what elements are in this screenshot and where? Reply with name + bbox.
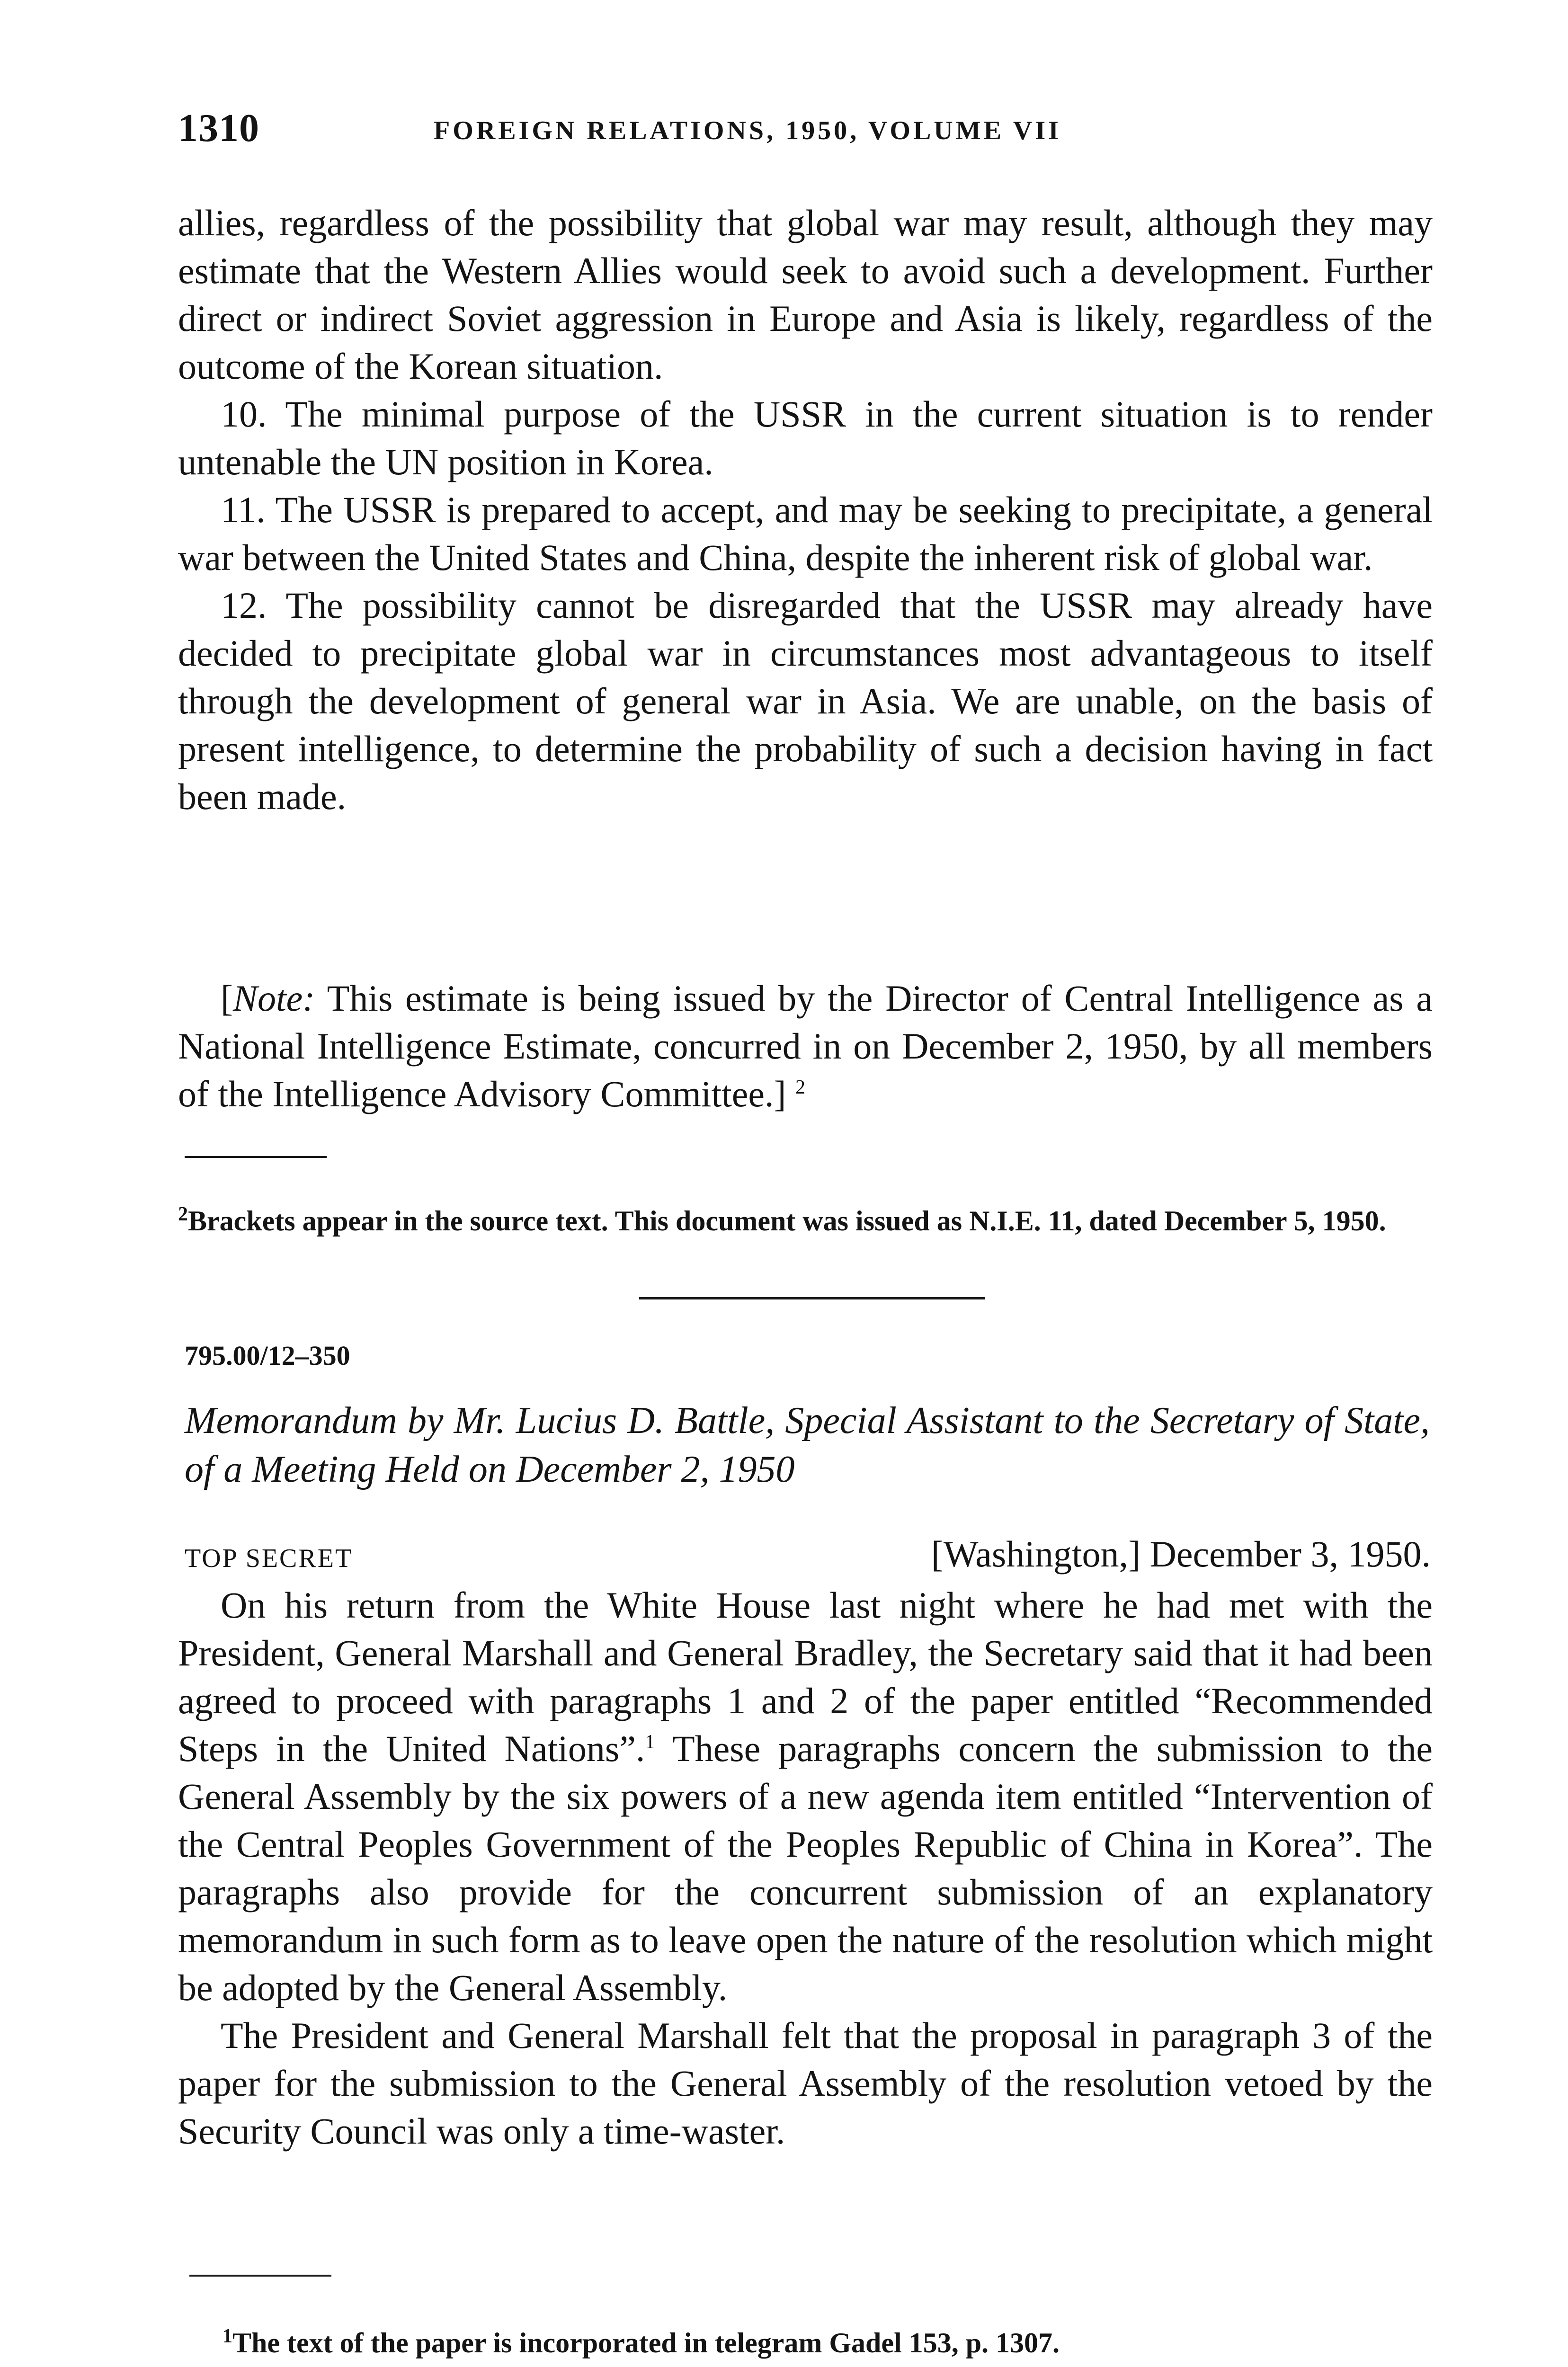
section-divider bbox=[639, 1297, 985, 1299]
paragraph-11: 11. The USSR is prepared to accept, and may be seeking to precipitate, a general war between the United States and China, despite the inherent risk of global war. bbox=[178, 489, 1433, 578]
paragraph-12: 12. The possibility cannot be disregarded that the USSR may already have decided to precipitate global war in circumstances most advantageous to itself through the development of general war in Asia. We are unable, on the basis of present intelligence, to determine the probability of such a decision having in fact been made. bbox=[178, 585, 1433, 817]
continued-estimate-text bbox=[178, 199, 1433, 820]
footnote-2-marker: 1 bbox=[223, 2325, 232, 2347]
footnote-rule-2 bbox=[189, 2275, 331, 2277]
memo-paragraph-1 bbox=[178, 1581, 1433, 2011]
document-title: Memorandum by Mr. Lucius D. Battle, Special Assistant to the Secretary of State, of a Meeting Held on December 2, 1950 bbox=[185, 1400, 1430, 1490]
footnote-2-text: The text of the paper is incorporated in telegram Gadel 153, p. 1307. bbox=[232, 2327, 1060, 2358]
note-label: Note: bbox=[232, 978, 315, 1019]
note-open-bracket: [ bbox=[221, 978, 233, 1019]
note-footnote-ref: 2 bbox=[795, 1077, 806, 1098]
classification-label: TOP SECRET bbox=[185, 1544, 353, 1573]
memo-paragraph-2: The President and General Marshall felt that the proposal in paragraph 3 of the paper for the submission to the General Assembly of the resolution vetoed by the Security Council was only a time-waster. bbox=[178, 2015, 1433, 2152]
memorandum-text bbox=[178, 1581, 1433, 2155]
paragraph-10: 10. The minimal purpose of the USSR in the current situation is to render untenable the UN position in Korea. bbox=[178, 393, 1433, 482]
footnote-text: Brackets appear in the source text. This document was issued as N.I.E. 11, dated December 5, 1950. bbox=[188, 1205, 1386, 1237]
dateline: [Washington,] December 3, 1950. bbox=[931, 1533, 1431, 1575]
memo-footnote-ref: 1 bbox=[645, 1731, 655, 1753]
paragraph-continuation: allies, regardless of the possibility that global war may result, although they may estimate that the Western Allies would seek to avoid such a development. Further direct or indirect Soviet aggression in Europe and Asia is likely, regardless of the outcome of the Korean situation. bbox=[178, 202, 1433, 387]
note-text: This estimate is being issued by the Director of Central Intelligence as a National Intelligence Estimate, concurred in on December 2, 1950, by all members of the Intelligence Advisory Committee.] bbox=[178, 978, 1433, 1114]
file-number: 795.00/12–350 bbox=[185, 1340, 350, 1371]
footnote-rule bbox=[185, 1156, 327, 1158]
running-title: FOREIGN RELATIONS, 1950, VOLUME VII bbox=[434, 116, 1061, 145]
footnote-brackets bbox=[178, 1202, 1433, 1239]
footnote-paper-text bbox=[223, 2324, 1406, 2361]
page-header bbox=[178, 105, 1433, 157]
memo-paragraph-1-continuation: These paragraphs concern the submission to the General Assembly by the six powers of a new agenda item entitled “Intervention of the Central Peoples Government of the Peoples Republic of China in Korea”. The paragraphs also provide for the concurrent submission of an explanatory memorandum in such form as to leave open the nature of the resolution which might be adopted by the General Assembly. bbox=[178, 1728, 1433, 2008]
footnote-marker: 2 bbox=[178, 1203, 188, 1225]
memo-paragraph-1-start: On his return from the White House last night where he had met with the President, General Marshall and General Bradley, the Secretary said that it had been agreed to proceed with paragraphs 1 and 2 of the paper entitled “Recommended Steps in the United Nations”. bbox=[178, 1584, 1433, 1769]
editorial-note bbox=[178, 974, 1433, 1118]
page-number: 1310 bbox=[178, 106, 259, 150]
